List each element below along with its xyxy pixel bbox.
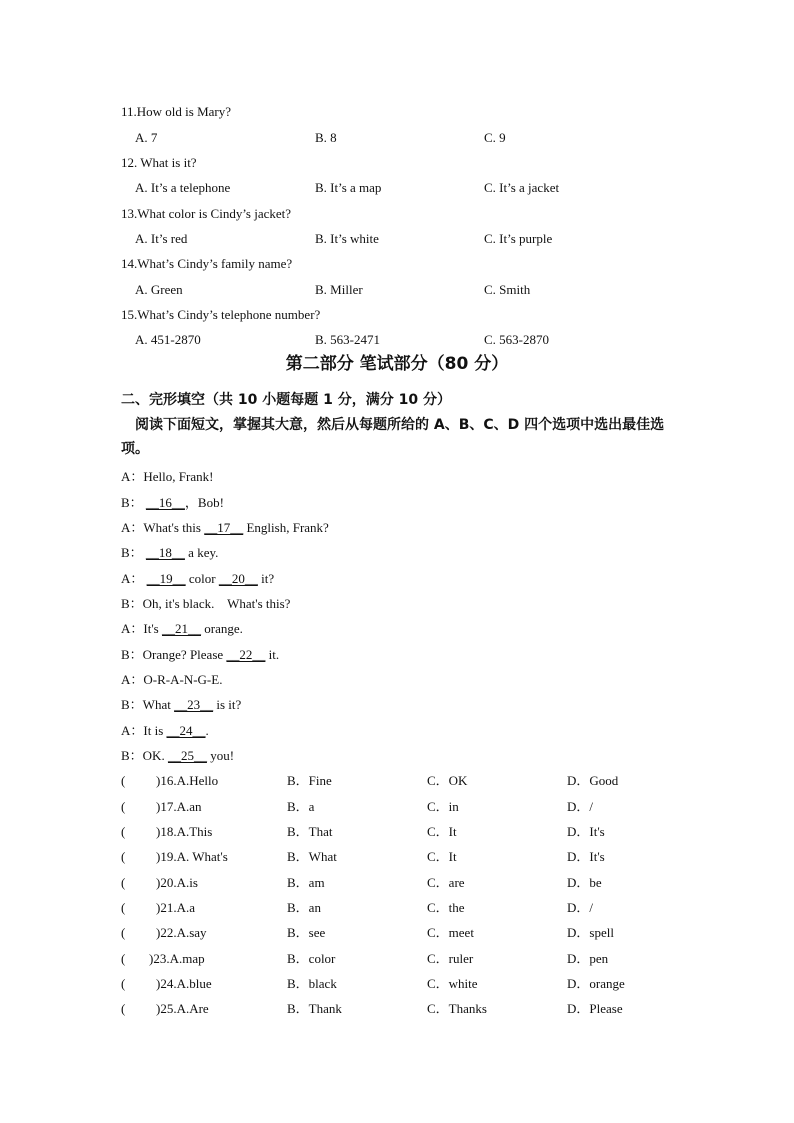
choice-20-a: )20.A.is xyxy=(156,875,198,890)
choice-25-b: B．Thank xyxy=(287,1001,342,1016)
choice-24-d: D．orange xyxy=(567,976,625,991)
dialogue-line-9: A：O-R-A-N-G-E. xyxy=(121,672,223,687)
blank-24: __24__ xyxy=(166,723,206,738)
blank-17: __17__ xyxy=(204,520,244,535)
blank-20: __20__ xyxy=(218,571,258,586)
choice-25-d: D．Please xyxy=(567,1001,623,1016)
q14-option-c: C. Smith xyxy=(484,282,531,297)
choice-22-d: D．spell xyxy=(567,925,614,940)
choice-16-d: D．Good xyxy=(567,773,619,788)
dialogue-line-6: B：Oh, it's black. What's this? xyxy=(121,596,291,611)
q14-option-b: B. Miller xyxy=(315,282,363,297)
choice-17-d: D．/ xyxy=(567,799,594,814)
question-13: 13.What color is Cindy’s jacket? xyxy=(121,206,292,221)
question-14: 14.What’s Cindy’s family name? xyxy=(121,256,293,271)
question-12: 12. What is it? xyxy=(121,155,197,170)
question-15: 15.What’s Cindy’s telephone number? xyxy=(121,307,321,322)
part2-title: 第二部分 笔试部分（80 分） xyxy=(285,354,509,374)
q12-option-c: C. It’s a jacket xyxy=(484,180,560,195)
choice-24-b: B．black xyxy=(287,976,337,991)
answer-paren-22: ( xyxy=(121,925,126,940)
choice-18-a: )18.A.This xyxy=(156,824,213,839)
dialogue-line-8: B：Orange? Please __22__ it. xyxy=(121,647,280,662)
q12-option-a: A. It’s a telephone xyxy=(135,180,231,195)
choice-19-a: )19.A. What's xyxy=(156,849,228,864)
choice-16-c: C．OK xyxy=(427,773,468,788)
choice-17-a: )17.A.an xyxy=(156,799,202,814)
q15-option-a: A. 451-2870 xyxy=(135,332,201,347)
choice-18-c: C．It xyxy=(427,824,457,839)
q15-option-c: C. 563-2870 xyxy=(484,332,549,347)
choice-17-b: B．a xyxy=(287,799,315,814)
q11-option-b: B. 8 xyxy=(315,130,337,145)
dialogue-line-11: A：It is __24__. xyxy=(121,723,209,738)
choice-20-c: C．are xyxy=(427,875,465,890)
choice-25-c: C．Thanks xyxy=(427,1001,487,1016)
choice-23-b: B．color xyxy=(287,951,336,966)
choice-18-b: B．That xyxy=(287,824,333,839)
choice-19-c: C．It xyxy=(427,849,457,864)
dialogue-line-3: A：What's this __17__ English, Frank? xyxy=(121,520,329,535)
dialogue-line-2: B： __16__，Bob! xyxy=(121,495,224,510)
q13-option-a: A. It’s red xyxy=(135,231,188,246)
dialogue-line-10: B：What __23__ is it? xyxy=(121,697,242,712)
blank-23: __23__ xyxy=(174,697,214,712)
q15-option-b: B. 563-2471 xyxy=(315,332,380,347)
choice-21-c: C．the xyxy=(427,900,465,915)
answer-paren-23: ( xyxy=(121,951,126,966)
choice-19-d: D．It's xyxy=(567,849,605,864)
choice-16-b: B．Fine xyxy=(287,773,332,788)
answer-paren-21: ( xyxy=(121,900,126,915)
choice-21-a: )21.A.a xyxy=(156,900,195,915)
choice-24-c: C．white xyxy=(427,976,478,991)
section2-title: 二、完形填空（共 10 小题每题 1 分，满分 10 分） xyxy=(121,392,451,408)
dialogue-line-4: B： __18__ a key. xyxy=(121,545,219,560)
choice-23-a: )23.A.map xyxy=(149,951,205,966)
choice-20-b: B．am xyxy=(287,875,325,890)
answer-paren-16: ( xyxy=(121,773,126,788)
answer-paren-24: ( xyxy=(121,976,126,991)
blank-22: __22__ xyxy=(226,647,266,662)
blank-18: __18__ xyxy=(145,545,185,560)
instructions xyxy=(121,413,677,461)
choice-22-a: )22.A.say xyxy=(156,925,207,940)
dialogue-line-5: A： __19__ color __20__ it? xyxy=(121,571,275,586)
dialogue-line-12: B：OK. __25__ you! xyxy=(121,748,235,763)
choice-20-d: D．be xyxy=(567,875,602,890)
q13-option-c: C. It’s purple xyxy=(484,231,553,246)
choice-18-d: D．It's xyxy=(567,824,605,839)
answer-paren-25: ( xyxy=(121,1001,126,1016)
choice-22-c: C．meet xyxy=(427,925,474,940)
blank-25: __25__ xyxy=(167,748,207,763)
choice-22-b: B．see xyxy=(287,925,326,940)
blank-19: __19__ xyxy=(146,571,186,586)
q11-option-c: C. 9 xyxy=(484,130,506,145)
dialogue-line-7: A：It's __21__ orange. xyxy=(121,621,243,636)
choice-24-a: )24.A.blue xyxy=(156,976,212,991)
q12-option-b: B. It’s a map xyxy=(315,180,382,195)
blank-21: __21__ xyxy=(161,621,201,636)
blank-16: __16__ xyxy=(145,495,185,510)
choice-23-d: D．pen xyxy=(567,951,609,966)
q11-option-a: A. 7 xyxy=(135,130,158,145)
answer-paren-17: ( xyxy=(121,799,126,814)
answer-paren-20: ( xyxy=(121,875,126,890)
q13-option-b: B. It’s white xyxy=(315,231,379,246)
choice-16-a: )16.A.Hello xyxy=(156,773,219,788)
choice-19-b: B．What xyxy=(287,849,337,864)
choice-21-b: B．an xyxy=(287,900,321,915)
choice-25-a: )25.A.Are xyxy=(156,1001,209,1016)
answer-paren-18: ( xyxy=(121,824,126,839)
answer-paren-19: ( xyxy=(121,849,126,864)
instructions-text: 阅读下面短文，掌握其大意，然后从每题所给的 A、B、C、D 四个选项中选出最佳选项。 xyxy=(121,417,665,457)
choice-17-c: C．in xyxy=(427,799,459,814)
dialogue-line-1: A：Hello, Frank! xyxy=(121,469,214,484)
q14-option-a: A. Green xyxy=(135,282,183,297)
question-11: 11.How old is Mary? xyxy=(121,104,232,119)
choice-23-c: C．ruler xyxy=(427,951,474,966)
choice-21-d: D．/ xyxy=(567,900,594,915)
